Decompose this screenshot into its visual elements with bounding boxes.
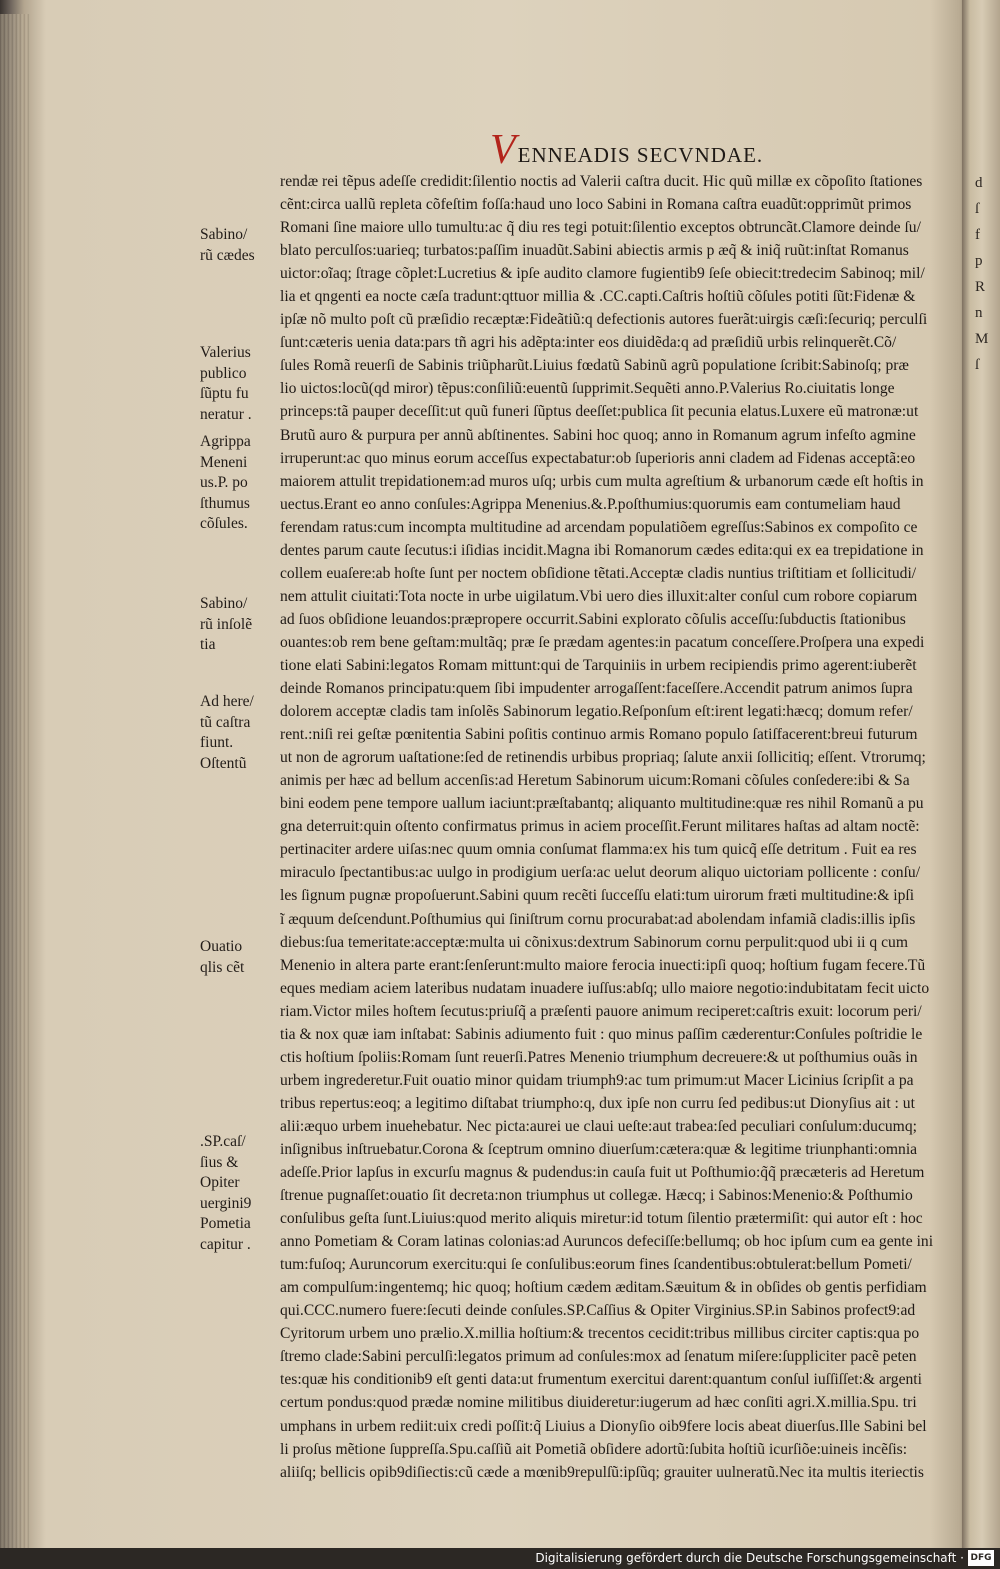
text-line: gna deterruit:quin oſtento confirmatus primus in aciem proceſſit.Ferunt militares haſtas ad altam noctẽ: — [280, 818, 920, 836]
margin-note — [200, 692, 276, 774]
text-line: cẽnt:circa uallũ repleta cõfeſtim foſſa:haud uno loco Sabini in Romana caſtra euadũt:opprimũt primos — [280, 196, 912, 214]
margin-note — [200, 1132, 276, 1255]
text-line: ouantes:ob rem bene geſtam:multãq; præ ſe prædam agentes:in pacatum conceſſere.Proſpera una expedi — [280, 633, 925, 651]
margin-note — [200, 432, 276, 535]
text-line: ſunt:cæteris uenia data:pars tñ agri his adẽpta:inter eos diuidẽda:q ad præſidiũ urbis relinquerẽt.Cõ/ — [280, 334, 897, 352]
text-line: adeſſe.Prior lapſus in excurſu magnus & pudendus:in cauſa fuit ut Poſthumio:q̃q̃ præcæteris ad Heretum — [280, 1164, 925, 1182]
text-line: rendæ rei tẽpus adeſſe credidit:ſilentio noctis ad Valerii caſtra ducit. Hic quũ millæ ex cõpoſito ſtationes — [280, 173, 923, 190]
margin-note — [200, 343, 276, 425]
margin-note-line: rũ cædes — [200, 246, 255, 264]
margin-note-line: .SP.caſ/ — [200, 1133, 246, 1150]
text-line: uectus.Erant eo anno conſules:Agrippa Menenius.&.P.poſthumius:quorumis eam contumeliam haud — [280, 495, 901, 513]
margin-note-line: fiunt. — [200, 734, 234, 751]
margin-note-line: rũ inſolẽ — [200, 615, 253, 633]
text-line: princeps:tã pauper deceſſit:ut quũ funeri ſũptus deeſſet:publica ſit pecunia elatus.Luxere eũ matronæ:ut — [280, 403, 919, 421]
margin-note — [200, 225, 276, 266]
footer-bar — [0, 1548, 1000, 1569]
text-line: tes:quæ his conditionib9 eſt genti data:ut frumentum exercitui darent:quantum conſul iuſſiſſet:& argenti — [280, 1371, 922, 1389]
text-line: uictor:oĩaq; ſtrage cõplet:Lucretius & ipſe audito clamore fugientib9 ſeſe obiecit:tredecim Sabinoq; mil/ — [280, 265, 925, 283]
text-line: ctis hoſtium ſpoliis:Romam ſunt reuerſi.Patres Menenio triumphum decreuere:& ut poſthumius ouãs in — [280, 1048, 918, 1066]
neighbor-letter: ſ — [975, 201, 980, 217]
text-line: li proſus mẽtione ſuppreſſa.Spu.caſſiũ ait Pometiã obſidere adortũ:ſubita hoſtiũ icurſiõe:uineis incẽſis: — [280, 1440, 908, 1458]
text-line: riam.Victor miles hoſtem ſecutus:priuſq̃ a præſenti pauore animum reciperet:caſtris exuit: locorum peri/ — [280, 1002, 922, 1020]
text-line: blato perculſos:uarieq; turbatos:paſſim inuadũt.Sabini abiectis armis p æq̃ & iniq̃ ruũt:inſtat Romanus — [280, 242, 909, 260]
text-line: ſules Romã reuerſi de Sabinis triũpharũt.Liuius fœdatũ Sabinũ agrũ populatione ſcribit:Sabinoſq; præ — [280, 357, 909, 375]
dfg-logo: DFG — [968, 1550, 994, 1566]
text-line: miraculo ſpectantibus:ac uulgo in prodigium uerſa:ac uelut deorum aliquo uictoriam pollicente : conſu/ — [280, 864, 921, 882]
margin-note-line: Opiter — [200, 1174, 240, 1191]
text-line: Romani ſine maiore ullo tumultu:ac q̃ diu res tegi potuit:ſilentio exceptos obtruncãt.Clamore deinde ſu/ — [280, 219, 921, 237]
text-line: urbem ingrederetur.Fuit ouatio minor quidam triumph9:ac tum primum:ut Macer Licinius ſcripſit a pa — [280, 1071, 914, 1089]
text-line: ipſæ nõ multo poſt cũ præſidio recæptæ:Fideãtiũ:q defectionis autores fuerãt:uirgis cæſi:ſecuriq; perculſi — [280, 311, 928, 329]
text-line: aliiſq; bellicis opib9diſiectis:cũ cæde a mœnib9repulſũ:ipſũq; grauiter uulneratũ.Nec ita multis iteriectis — [280, 1463, 924, 1481]
text-line: ut non de agrorum uaſtatione:ſed de retinendis urbibus propriaq; ſalute anxii ſollicitiq; eſſent. Vtrorumq; — [280, 749, 926, 767]
text-line: lio uictos:locũ(qd miror) tẽpus:conſiliũ:euentũ ſupprimit.Sequẽti anno.P.Valerius Ro.ciuitatis longe — [280, 380, 895, 398]
margin-note-line: Meneni — [200, 453, 248, 471]
text-line: am compulſum:ingentemq; hic quoq; hoſtium cædem æditam.Sæuitum & in obſides ob gentis perfidiam — [280, 1279, 927, 1297]
margin-note-line: cõſules. — [200, 515, 248, 532]
text-line: irruperunt:ac quo minus eorum acceſſus expectabatur:ob ſuperioris anni cladem ad Fidenas acceptã:eo — [280, 449, 916, 467]
text-line: anno Pometiam & Coram latinas colonias:ad Auruncos defeciſſe:bellumq; ob hoc ipſum cum ea gente ini — [280, 1233, 934, 1251]
text-line: tia & nox quæ iam inſtabat: Sabinis adiumento fuit : quo minus paſſim cæderentur:Conſules poſtridie le — [280, 1025, 923, 1043]
text-line: dentes parum caute ſecutus:i iſidias incidit.Magna ibi Romanorum cædes edita:qui ex ea trepidatione in — [280, 541, 924, 559]
text-line: conſulibus geſta ſunt.Liuius:quod merito aliquis miretur:id totum ſilentio prætermiſit: qui autor eſt : hoc — [280, 1210, 923, 1228]
text-line: les ſignum pugnæ propoſuerunt.Sabini quum recẽti ſucceſſu elati:tum uirorum fræti multitudine:& ipſi — [280, 887, 915, 905]
margin-note-line: Oſtentũ — [200, 754, 247, 772]
text-line: diebus:ſua temeritate:acceptæ:multa ui cõnixus:dextrum Sabinorum cornu perpulit:quod ubi ii q cum — [280, 933, 908, 951]
text-line: ſtremo clade:Sabini perculſi:legatos primum ad conſules:mox ad ſenatum miſere:ſuppliciter pacẽ peten — [280, 1348, 917, 1366]
text-line: pertinaciter ardere uiſas:nec quum omnia conſumat flamma:ex his tum quicq̃ eſſe detritum . Fuit ea res — [280, 841, 917, 859]
margin-note-line: tũ caſtra — [200, 713, 251, 731]
margin-note-line: publico — [200, 364, 247, 382]
margin-note-line: Ad here/ — [200, 693, 254, 710]
footer-credit: Digitalisierung gefördert durch die Deutsche Forschungsgemeinschaft · — [535, 1551, 964, 1565]
neighbor-letter: n — [975, 305, 983, 321]
margin-note-line: qlis cẽt — [200, 958, 245, 976]
text-line: tione elati Sabini:legatos Romam mittunt:qui de Tarquiniis in urbem recipiendis primo agerent:iuberẽt — [280, 656, 917, 674]
text-line: tribus repertus:eoq; a legitimo diſtabat triumpho:q, dux ipſe non curru ſed pedibus:ut Dionyſius ait : ut — [280, 1094, 915, 1112]
text-line: lia et qngenti ea nocte cæſa tradunt:qttuor millia & .CC.capti.Caſtris hoſtiũ cõſules potiti ſũt:Fidenæ & — [280, 288, 916, 306]
page-edges — [0, 14, 30, 1554]
neighbor-letter: p — [975, 253, 983, 269]
text-line: ĩ æquum deſcendunt.Poſthumius qui ſiniſtrum cornu procurabat:ad abolendam infamiã cladis:illis ipſis — [280, 910, 916, 928]
text-line: umphans in urbem rediit:uix credi poſſit:q̃ Liuius a Dionyſio oib9fere locis abeat diuerſus.Ille Sabini bel — [280, 1417, 927, 1435]
neighbor-letter: R — [975, 279, 986, 295]
margin-note-line: tia — [200, 636, 216, 653]
text-line: ad ſuos obſidione leuandos:præpropere occurrit.Sabini explorato cõſulis acceſſu:ſubductis ſtationibus — [280, 610, 906, 628]
text-line: nem attulit ciuitati:Tota nocte in urbe uigilatum.Vbi uero dies illuxit:alter conſul cum robore copiarum — [280, 587, 918, 605]
text-line: bini eodem pene tempore uallum iaciunt:præſtabantq; aliquanto multitudine:quæ res nihil Romanũ a pu — [280, 795, 924, 813]
neighbor-letter: ſ — [975, 357, 980, 373]
margin-note-line: ſthumus — [200, 494, 250, 512]
margin-note-line: Valerius — [200, 344, 251, 361]
neighbor-letter: d — [975, 175, 983, 191]
book-page — [40, 20, 960, 1540]
neighbor-letter: f — [975, 227, 980, 243]
text-line: tum:fuſoq; Auruncorum exercitu:qui ſe conſulibus:eorum fines ſcandentibus:obtulerat:bellum Pometi/ — [280, 1256, 912, 1274]
margin-note — [200, 937, 276, 978]
text-line: Cyritorum urbem uno prælio.X.millia hoſtium:& trecentos cecidit:tribus millibus circiter captis:qua po — [280, 1325, 920, 1343]
text-line: rent.:niſi rei geſtæ pœnitentia Sabini poſitis continuo armis Romano populo ſatiſfacerent:breui futurum — [280, 726, 918, 744]
text-line: ſtrenue pugnaſſet:ouatio ſit decreta:non triumphus ut collegæ. Hæcq; i Sabinos:Menenio:& Poſthumio — [280, 1187, 913, 1205]
margin-note-line: Agrippa — [200, 433, 251, 450]
margin-note-line: Pometia — [200, 1215, 251, 1232]
rubricated-initial: V — [490, 127, 516, 173]
running-head — [490, 127, 764, 173]
text-line: collem euaſere:ab hoſte ſunt per noctem obſidione tẽtati.Acceptæ cladis nuntius triſtitiam et ſollicitudi/ — [280, 564, 917, 582]
margin-note-line: Ouatio — [200, 938, 243, 955]
text-line: alii:æquo urbem inuehebatur. Nec picta:aurei ue claui ueſte:aut trabea:ſed peculiari conſulum:ducumq; — [280, 1117, 917, 1135]
text-line: maiorem attulit trepidationem:ad muros uſq; urbis cum multa agreſtium & urbanorum cæde eſt hoſtis in — [280, 472, 924, 490]
text-line: dolorem acceptæ cladis tam inſolẽs Sabinorum legatio.Reſponſum eſt:irent legati:hæcq; domum refer/ — [280, 703, 913, 721]
body-text — [280, 170, 980, 1484]
text-line: animis per hæc ad bellum accenſis:ad Heretum Sabinorum uicum:Romani cõſules conſedere:ibi & Sa — [280, 772, 910, 790]
text-line: deinde Romanos principatu:quem ſibi impudenter arrogaſſent:faceſſere.Accendit patrum animos ſupra — [280, 680, 913, 698]
margin-note-line: Sabino/ — [200, 226, 248, 243]
margin-note-line: ſius & — [200, 1153, 239, 1171]
margin-note-line: capitur . — [200, 1235, 251, 1253]
margin-note — [200, 594, 276, 656]
neighbor-letter: M — [975, 331, 989, 347]
margin-note-line: neratur . — [200, 405, 252, 423]
margin-note-line: uergini9 — [200, 1194, 252, 1212]
text-line: certum pondus:quod prædæ nomine militibus diuideretur:iugerum ad hæc conſiti agri.X.millia.Spu. tri — [280, 1394, 917, 1412]
margin-note-line: ſũptu fu — [200, 385, 249, 402]
text-line: ferendam ratus:cum incompta multitudine ad arcendam populatiõem egreſſus:Sabinos ex compoſito ce — [280, 518, 918, 536]
text-line: Brutũ auro & purpura per annũ abſtinentes. Sabini hoc quoq; anno in Romanum agrum infeſto agmine — [280, 426, 916, 444]
text-line: qui.CCC.numero fuere:ſecuti deinde conſules.SP.Caſſius & Opiter Virginius.SP.in Sabinos profect9:ad — [280, 1302, 916, 1320]
text-line: eques mediam aciem lateribus nudatam inuadere iuſſus:abſq; ullo maiore negotio:indubitatam fecit uicto — [280, 979, 930, 997]
text-line: Menenio in altera parte erant:ſenſerunt:multo maiore ferocia inuecti:ipſi quoq; hoſtium fugam fecere.Tũ — [280, 956, 926, 974]
margin-note-line: us.P. po — [200, 474, 248, 491]
text-line: inſignibus inſtruebatur.Corona & ſceptrum omnino diuerſum:cætera:quæ & legitime triunphanti:omnia — [280, 1140, 918, 1158]
margin-note-line: Sabino/ — [200, 595, 248, 612]
running-head-title: ENNEADIS SECVNDAE. — [517, 143, 764, 167]
